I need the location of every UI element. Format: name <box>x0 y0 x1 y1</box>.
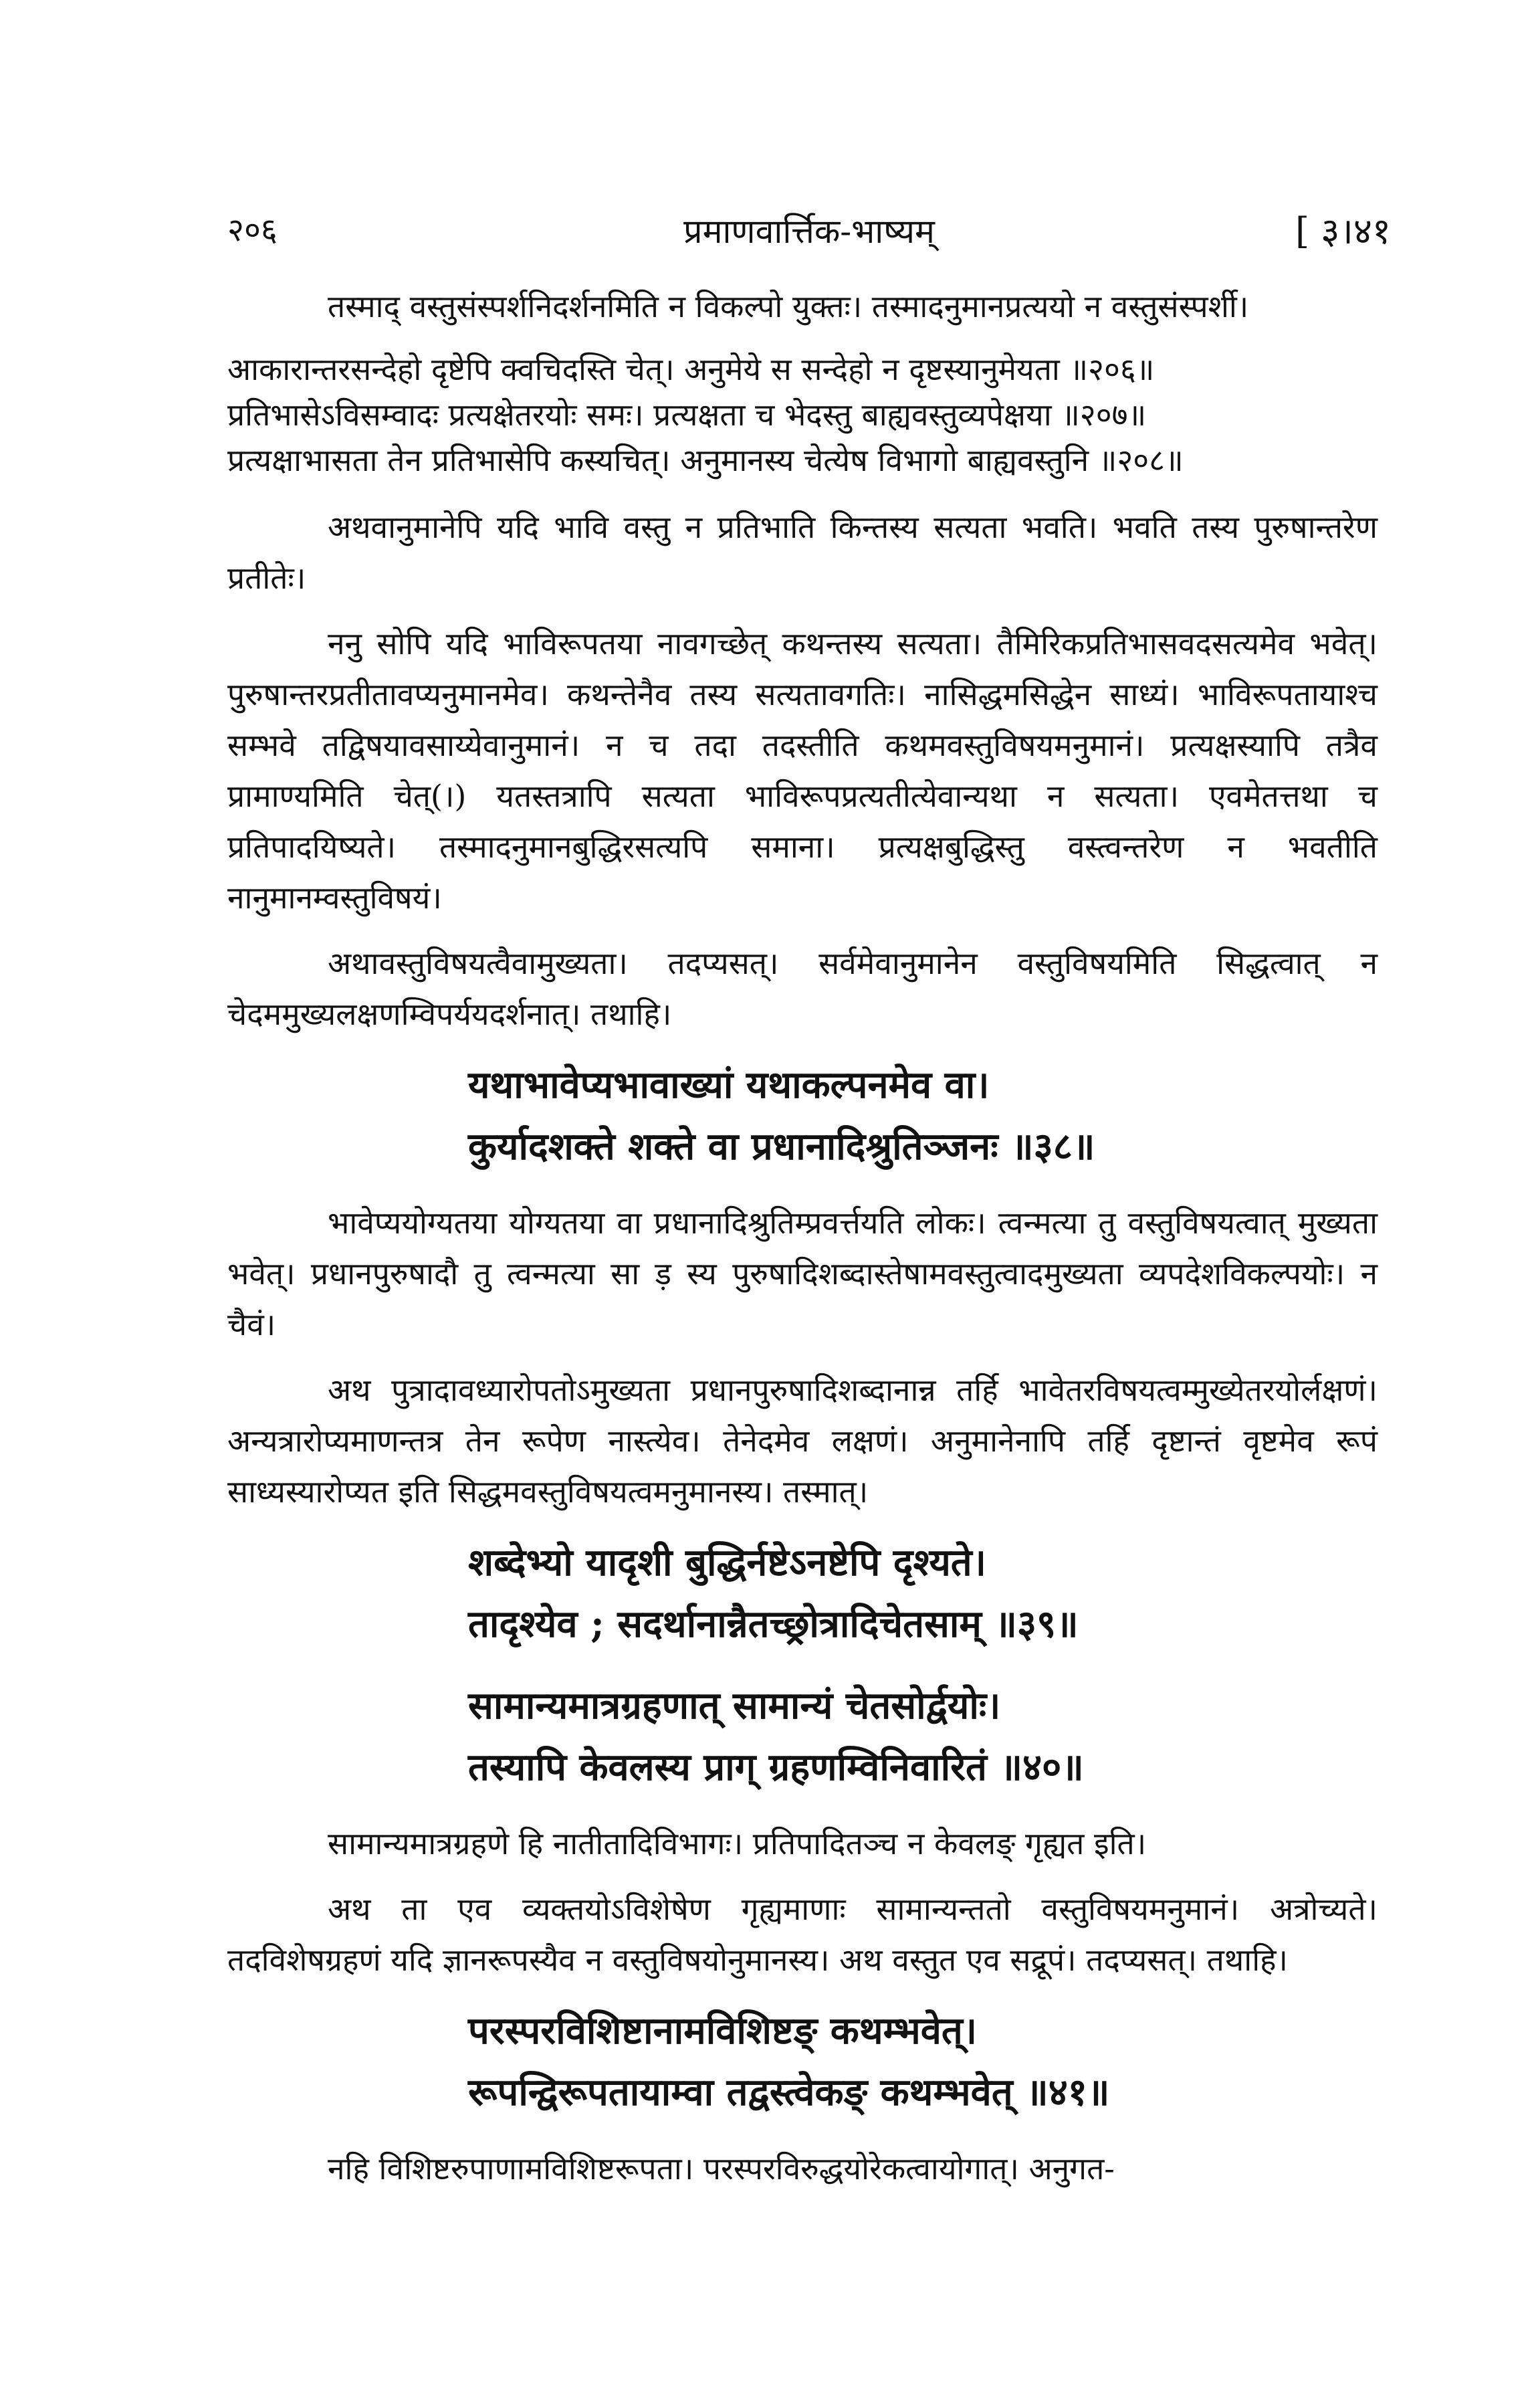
paragraph: तस्माद् वस्तुसंस्पर्शनिदर्शनमिति न विकल्पो युक्तः। तस्मादनुमानप्रत्ययो न वस्तुसंस्पर्शी। <box>328 288 1249 324</box>
paragraph: सामान्यमात्रग्रहणे हि नातीतादिविभागः। प्रतिपादितञ्च न केवलङ् गृह्यत इति। <box>328 1825 1147 1862</box>
verse-38 <box>227 1054 1378 1177</box>
verse-38-line-2: कुर्यादशक्ते शक्ते वा प्रधानादिश्रुतिञ्जनः ॥३८॥ <box>468 1124 1095 1169</box>
paragraph: नहि विशिष्टरुपाणामविशिष्टरूपता। परस्परविरुद्धयोरेकत्वायोगात्। अनुगत- <box>328 2150 1115 2187</box>
paragraph: अथ ता एव व्यक्तयोऽविशेषेण गृह्यमाणाः सामान्यन्ततो वस्तुविषयमनुमानं। अत्रोच्यते। तदविशेषग्रहणं यदि ज्ञानरूपस्यैव न वस्तुविषयोनुमानस्य। अथ वस्तुत एव सद्रूपं। तदप्यसत्। तथाहि। <box>227 1891 1378 1978</box>
verse-39 <box>227 1532 1378 1655</box>
paragraph: ननु सोपि यदि भाविरूपतया नावगच्छेत् कथन्तस्य सत्यता। तैमिरिकप्रतिभासवदसत्यमेव भवेत्। पुरुषान्तरप्रतीतावप्यनुमानमेव। कथन्तेनैव तस्य सत्यतावगतिः। नासिद्धमसिद्धेन साध्यं। भाविरूपतायाश्च सम्भवे तद्विषयावसाय्येवानुमानं। न च तदा तदस्तीति कथमवस्तुविषयमनुमानं। प्रत्यक्षस्यापि तत्रैव प्रामाण्यमिति चेत्(।) यतस्तत्रापि सत्यता भाविरूपप्रत्यतीत्येवान्यथा न सत्यता। एवमेतत्तथा च प्रतिपादयिष्यते। तस्मादनुमानबुद्धिरसत्यपि समाना। प्रत्यक्षबुद्धिस्तु वस्त्वन्तरेण न भवतीति नानुमानम्वस्तुविषयं। <box>227 625 1378 916</box>
verse-40-line-1: सामान्यमात्रग्रहणात् सामान्यं चेतसोर्द्वयोः। <box>468 1684 1001 1728</box>
karika-208: प्रत्यक्षाभासता तेन प्रतिभासेपि कस्यचित्। अनुमानस्य चेत्येष विभागो बाह्यवस्तुनि ॥२०८॥ <box>227 442 1184 478</box>
karika-group-206-208 <box>227 346 1378 483</box>
paragraph: अथावस्तुविषयत्वैवामुख्यता। तदप्यसत्। सर्वमेवानुमानेन वस्तुविषयमिति सिद्धत्वात् न चेदममुख्यलक्षणम्विपर्ययदर्शनात्। तथाहि। <box>227 945 1378 1032</box>
page-header <box>227 201 1391 261</box>
paragraph: अथ पुत्रादावध्यारोपतोऽमुख्यता प्रधानपुरुषादिशब्दानान्न तर्हि भावेतरविषयत्वम्मुख्येतरयोर्लक्षणं। अन्यत्रारोप्यमाणन्तत्र तेन रूपेण नास्त्येव। तेनेदमेव लक्षणं। अनुमानेनापि तर्हि दृष्टान्तं वृष्टमेव रूपं साध्यस्यारोप्यत इति सिद्धमवस्तुविषयत्वमनुमानस्य। तस्मात्। <box>227 1372 1378 1510</box>
verse-41-line-1: परस्परविशिष्टानामविशिष्टङ् कथम्भवेत्। <box>468 2009 978 2053</box>
verse-39-line-1: शब्देभ्यो यादृशी बुद्धिर्नष्टेऽनष्टेपि दृश्यते। <box>468 1540 986 1585</box>
karika-207: प्रतिभासेऽविसम्वादः प्रत्यक्षेतरयोः समः। प्रत्यक्षता च भेदस्तु बाह्यवस्तुव्यपेक्षया ॥२०७॥ <box>227 397 1147 433</box>
verse-41-line-2: रूपन्द्विरूपतायाम्वा तद्वस्त्वेकङ् कथम्भवेत् ॥४१॥ <box>468 2070 1110 2114</box>
verse-40-line-2: तस्यापि केवलस्य प्राग् ग्रहणम्विनिवारितं ॥४०॥ <box>468 1745 1084 1789</box>
page-number: २०६ <box>227 211 278 249</box>
running-title: प्रमाणवार्त्तिक-भाष्यम् <box>683 212 935 251</box>
paragraph: अथवानुमानेपि यदि भावि वस्तु न प्रतिभाति किन्तस्य सत्यता भवति। भवति तस्य पुरुषान्तरेण प्रतीतेः। <box>227 509 1378 596</box>
page-body <box>227 281 1378 2209</box>
verse-40 <box>227 1675 1378 1798</box>
verse-38-line-1: यथाभावेप्यभावाख्यां यथाकल्पनमेव वा। <box>468 1063 990 1107</box>
verse-41 <box>227 2000 1378 2123</box>
paragraph: भावेप्ययोग्यतया योग्यतया वा प्रधानादिश्रुतिम्प्रवर्त्तयति लोकः। त्वन्मत्या तु वस्तुविषयत्वात् मुख्यता भवेत्। प्रधानपुरुषादौ तु त्वन्मत्या सा ड़ स्य पुरुषादिशब्दास्तेषामवस्तुत्वादमुख्यता व्यपदेशविकल्पयोः। न चैवं। <box>227 1205 1378 1342</box>
verse-39-line-2: तादृश्येव ; सदर्थानान्नैतच्छ्रोत्रादिचेतसाम् ॥३९॥ <box>468 1602 1079 1646</box>
section-reference: [ ३।४१ <box>1295 210 1391 252</box>
karika-206: आकारान्तरसन्देहो दृष्टेपि क्वचिदस्ति चेत्। अनुमेये स सन्देहो न दृष्टस्यानुमेयता ॥२०६॥ <box>227 351 1155 387</box>
